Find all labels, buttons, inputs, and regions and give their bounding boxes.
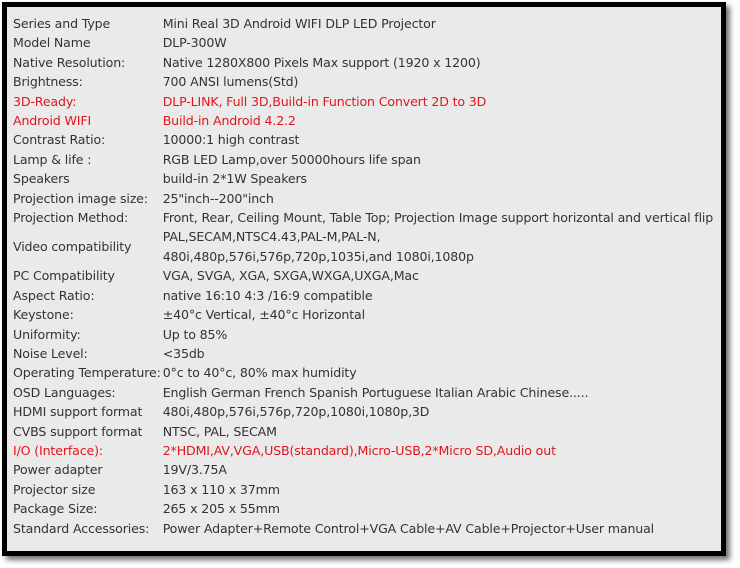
spec-value: 0°c to 40°c, 80% max humidity bbox=[162, 365, 357, 381]
spec-row-brightness bbox=[11, 72, 713, 91]
spec-row-android-wifi bbox=[11, 111, 713, 130]
spec-row-package-size bbox=[11, 499, 713, 518]
spec-value: 163 x 110 x 37mm bbox=[162, 481, 280, 497]
spec-value: 265 x 205 x 55mm bbox=[162, 501, 280, 517]
spec-label: 3D-Ready: bbox=[13, 93, 77, 109]
spec-row-aspect-ratio bbox=[11, 286, 713, 305]
spec-row-power-adapter bbox=[11, 460, 713, 479]
spec-row-hdmi-support-format bbox=[11, 402, 713, 421]
spec-value-line-2: 480i,480p,576i,576p,720p,1035i,and 1080i,1080p bbox=[162, 248, 474, 264]
spec-value: 2*HDMI,AV,VGA,USB(standard),Micro-USB,2*Micro SD,Audio out bbox=[162, 442, 556, 458]
spec-value: VGA, SVGA, XGA, SXGA,WXGA,UXGA,Mac bbox=[162, 268, 419, 284]
spec-label: Series and Type bbox=[13, 16, 111, 31]
spec-label: Model Name bbox=[13, 35, 91, 51]
spec-label: Noise Level: bbox=[13, 345, 88, 361]
spec-row-speakers bbox=[11, 169, 713, 188]
spec-value: Mini Real 3D Android WIFI DLP LED Projector bbox=[162, 16, 436, 31]
spec-row-lamp-life bbox=[11, 150, 713, 169]
spec-label: Video compatibility bbox=[13, 239, 132, 255]
spec-label: Projection image size: bbox=[13, 190, 148, 206]
spec-label: Brightness: bbox=[13, 74, 83, 90]
spec-label: Operating Temperature: bbox=[13, 365, 161, 381]
spec-row-contrast-ratio bbox=[11, 130, 713, 149]
spec-label: OSD Languages: bbox=[13, 384, 116, 400]
spec-row-projector-size bbox=[11, 480, 713, 499]
spec-value: 700 ANSI lumens(Std) bbox=[162, 74, 299, 90]
spec-value: 19V/3.75A bbox=[162, 462, 227, 478]
specifications-table bbox=[11, 14, 713, 538]
spec-sheet-frame bbox=[2, 2, 726, 556]
spec-label: PC Compatibility bbox=[13, 268, 115, 284]
spec-label: Aspect Ratio: bbox=[13, 287, 95, 303]
spec-label: Projection Method: bbox=[13, 210, 129, 226]
spec-value bbox=[161, 227, 713, 266]
spec-value: Up to 85% bbox=[162, 326, 228, 342]
spec-value: 10000:1 high contrast bbox=[162, 132, 300, 148]
spec-value: DLP-300W bbox=[162, 35, 227, 51]
spec-label: Keystone: bbox=[13, 307, 74, 323]
spec-value: Native 1280X800 Pixels Max support (1920 x 1200) bbox=[162, 54, 481, 70]
spec-value: native 16:10 4:3 /16:9 compatible bbox=[162, 287, 373, 303]
spec-row-noise-level bbox=[11, 344, 713, 363]
spec-row-io-interface bbox=[11, 441, 713, 460]
spec-label: CVBS support format bbox=[13, 423, 143, 439]
spec-row-cvbs-support-format bbox=[11, 422, 713, 441]
spec-label: Power adapter bbox=[13, 462, 103, 478]
spec-label: HDMI support format bbox=[13, 404, 143, 420]
spec-sheet-panel bbox=[7, 7, 721, 551]
spec-value: <35db bbox=[162, 345, 205, 361]
spec-label: Native Resolution: bbox=[13, 54, 126, 70]
spec-row-native-resolution bbox=[11, 53, 713, 72]
spec-value: RGB LED Lamp,over 50000hours life span bbox=[162, 151, 421, 167]
spec-value: Build-in Android 4.2.2 bbox=[162, 113, 296, 129]
spec-label: Contrast Ratio: bbox=[13, 132, 106, 148]
spec-row-osd-languages bbox=[11, 383, 713, 402]
spec-value: Power Adapter+Remote Control+VGA Cable+AV Cable+Projector+User manual bbox=[162, 520, 655, 536]
spec-row-model-name bbox=[11, 33, 713, 52]
spec-value: 480i,480p,576i,576p,720p,1080i,1080p,3D bbox=[162, 404, 430, 420]
spec-row-standard-accessories bbox=[11, 519, 713, 538]
spec-label: I/O (Interface): bbox=[13, 442, 103, 458]
spec-label: Lamp & life : bbox=[13, 151, 92, 167]
spec-label: Speakers bbox=[13, 171, 70, 187]
spec-value: NTSC, PAL, SECAM bbox=[162, 423, 277, 439]
spec-label: Uniformity: bbox=[13, 326, 81, 342]
spec-label: Package Size: bbox=[13, 501, 98, 517]
spec-value-line-1: PAL,SECAM,NTSC4.43,PAL-M,PAL-N, bbox=[162, 229, 381, 245]
spec-label: Projector size bbox=[13, 481, 96, 497]
spec-row-operating-temperature bbox=[11, 363, 713, 382]
spec-label: Standard Accessories: bbox=[13, 520, 150, 536]
spec-row-projection-method bbox=[11, 208, 713, 227]
spec-row-projection-image-size bbox=[11, 189, 713, 208]
spec-value: English German French Spanish Portuguese Italian Arabic Chinese..... bbox=[162, 384, 589, 400]
spec-value: ±40°c Vertical, ±40°c Horizontal bbox=[162, 307, 365, 323]
spec-row-3d-ready bbox=[11, 92, 713, 111]
spec-row-series-type bbox=[11, 14, 713, 33]
spec-row-uniformity bbox=[11, 325, 713, 344]
spec-value: 25"inch--200"inch bbox=[162, 190, 274, 206]
spec-row-video-compatibility bbox=[11, 227, 713, 266]
spec-row-keystone bbox=[11, 305, 713, 324]
spec-value: build-in 2*1W Speakers bbox=[162, 171, 307, 187]
spec-value: Front, Rear, Ceiling Mount, Table Top; Projection Image support horizontal and vertical flip bbox=[162, 210, 714, 226]
spec-label: Android WIFI bbox=[13, 113, 92, 129]
spec-row-pc-compatibility bbox=[11, 266, 713, 285]
spec-value: DLP-LINK, Full 3D,Build-in Function Convert 2D to 3D bbox=[162, 93, 487, 109]
